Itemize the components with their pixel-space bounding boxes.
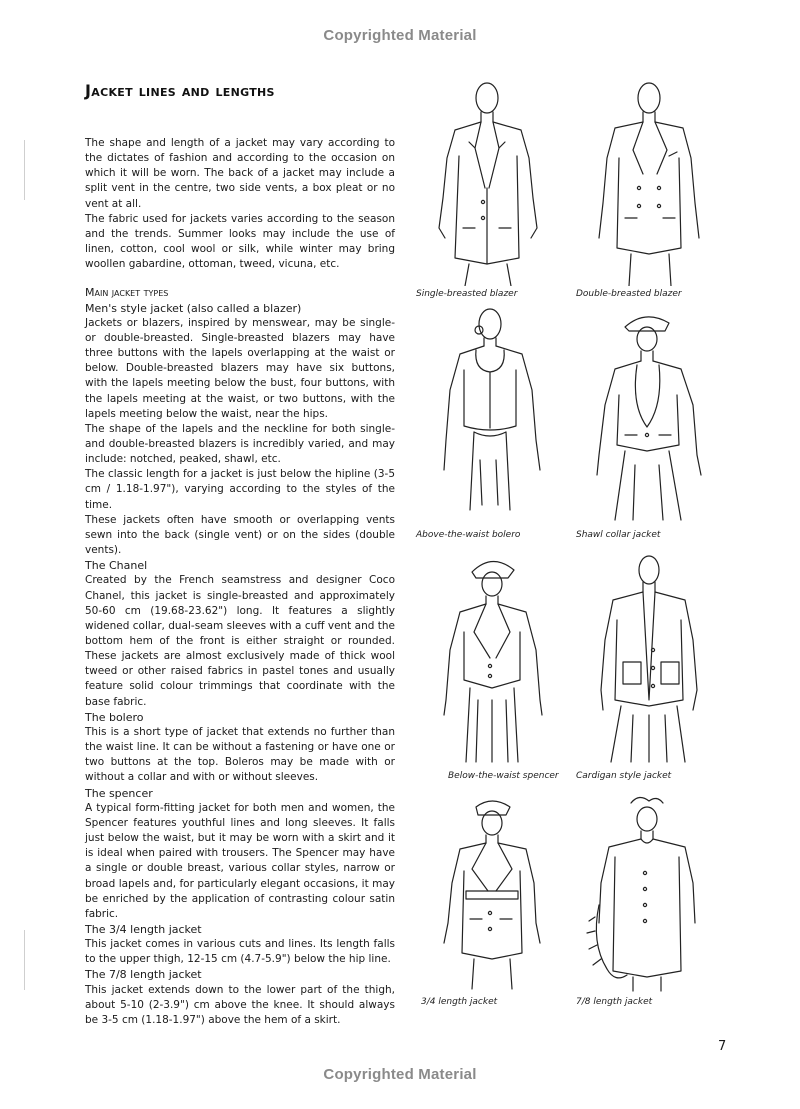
section-heading: Main jacket types (85, 286, 169, 300)
margin-mark (24, 930, 25, 990)
intro-paragraph: The shape and length of a jacket may vary according to the dictates of fashion and according to the occasion on which it will be worn. The back of a jacket may include a split vent in the centre, two side vents, a box pleat or no vent at all. (85, 137, 395, 210)
type-heading: The 7/8 length jacket (85, 968, 202, 982)
intro-paragraph: The fabric used for jackets varies according to the season and the trends. Summer looks may include the use of linen, cotton, cool wool or silk, while winter may bring woollen gabardine, ottoman, tweed, vicuna, etc. (85, 212, 395, 271)
above-the-waist-bolero-illustration (430, 300, 555, 525)
figure-caption: Double-breasted blazer (576, 289, 682, 299)
three-quarter-length-jacket-illustration (430, 793, 555, 993)
type-paragraph: These jackets often have smooth or overlapping vents sewn into the back (single vent) or on the sides (double vents). (85, 513, 395, 557)
figure-caption: Single-breasted blazer (416, 289, 518, 299)
page-number: 7 (718, 1039, 727, 1054)
double-breasted-blazer-illustration (585, 78, 715, 286)
type-heading: The spencer (85, 786, 153, 800)
margin-mark (24, 140, 25, 200)
type-heading: The Chanel (85, 559, 148, 573)
shawl-collar-jacket-illustration (585, 305, 715, 525)
body-text (85, 136, 395, 1028)
type-paragraph: Jackets or blazers, inspired by menswear, may be single- or double-breasted. Single-breasted blazers may have three buttons with the lapels overlapping at the waist or below. Double-breasted blazers may have six buttons, with the lapels meeting below the bust, four buttons, with the lapels meeting at the waist, or two buttons, with the lapels meeting below the waist, near the hips. (85, 316, 395, 420)
figure-caption: 7/8 length jacket (576, 997, 653, 1007)
cardigan-style-jacket-illustration (585, 550, 715, 768)
type-paragraph: This is a short type of jacket that extends no further than the waist line. It can be without a fastening or have one or two buttons at the top. Boleros may be made with or without a collar and with or without sleeves. (85, 725, 395, 784)
figure-caption: Cardigan style jacket (576, 771, 672, 781)
watermark-top: Copyrighted Material (323, 27, 477, 44)
type-heading: The 3/4 length jacket (85, 922, 202, 936)
single-breasted-blazer-illustration (425, 78, 555, 286)
type-heading: The bolero (85, 710, 144, 724)
figure-caption: Above-the-waist bolero (416, 530, 521, 540)
figure-caption: Below-the-waist spencer (448, 771, 559, 781)
watermark-bottom: Copyrighted Material (323, 1066, 477, 1083)
page-title: Jacket lines and lengths (85, 80, 275, 100)
figure-caption: 3/4 length jacket (421, 997, 498, 1007)
type-paragraph: Created by the French seamstress and designer Coco Chanel, this jacket is single-breasted and approximately 50-60 cm (19.68-23.62") long. It features a slightly widened collar, dual-seam sleeves with a cuff vent and the bottom hem of the front is either straight or rounded. These jackets are almost exclusively made of thick wool tweed or other raised fabrics in pastel tones and usually feature solid colour trimmings that coordinate with the base fabric. (85, 574, 395, 708)
type-paragraph: The shape of the lapels and the neckline for both single- and double-breasted blazers is incredibly varied, and may include: notched, peaked, shawl, etc. (85, 422, 395, 466)
type-paragraph: The classic length for a jacket is just below the hipline (3-5 cm / 1.18-1.97"), varying according to the styles of the time. (85, 468, 395, 511)
below-the-waist-spencer-illustration (430, 550, 555, 768)
type-heading: Men's style jacket (also called a blazer) (85, 301, 302, 315)
type-paragraph: This jacket extends down to the lower part of the thigh, about 5-10 (2-3.9") cm above the knee. It should always be 3-5 cm (1.18-1.97") above the hem of a skirt. (85, 983, 395, 1026)
figure-caption: Shawl collar jacket (576, 530, 661, 540)
type-paragraph: This jacket comes in various cuts and lines. Its length falls to the upper thigh, 12-15 cm (4.7-5.9") below the hip line. (85, 938, 395, 966)
type-paragraph: A typical form-fitting jacket for both men and women, the Spencer features youthful lines and long sleeves. It falls just below the waist, but it may be worn with a skirt and it is ideal when paired with trousers. The Spencer may have a single or double breast, various collar styles, narrow or broad lapels and, for particularly elegant occasions, it may be enriched by the application of contrasting colour satin fabric. (85, 801, 395, 920)
seven-eighths-length-jacket-illustration (585, 793, 715, 993)
